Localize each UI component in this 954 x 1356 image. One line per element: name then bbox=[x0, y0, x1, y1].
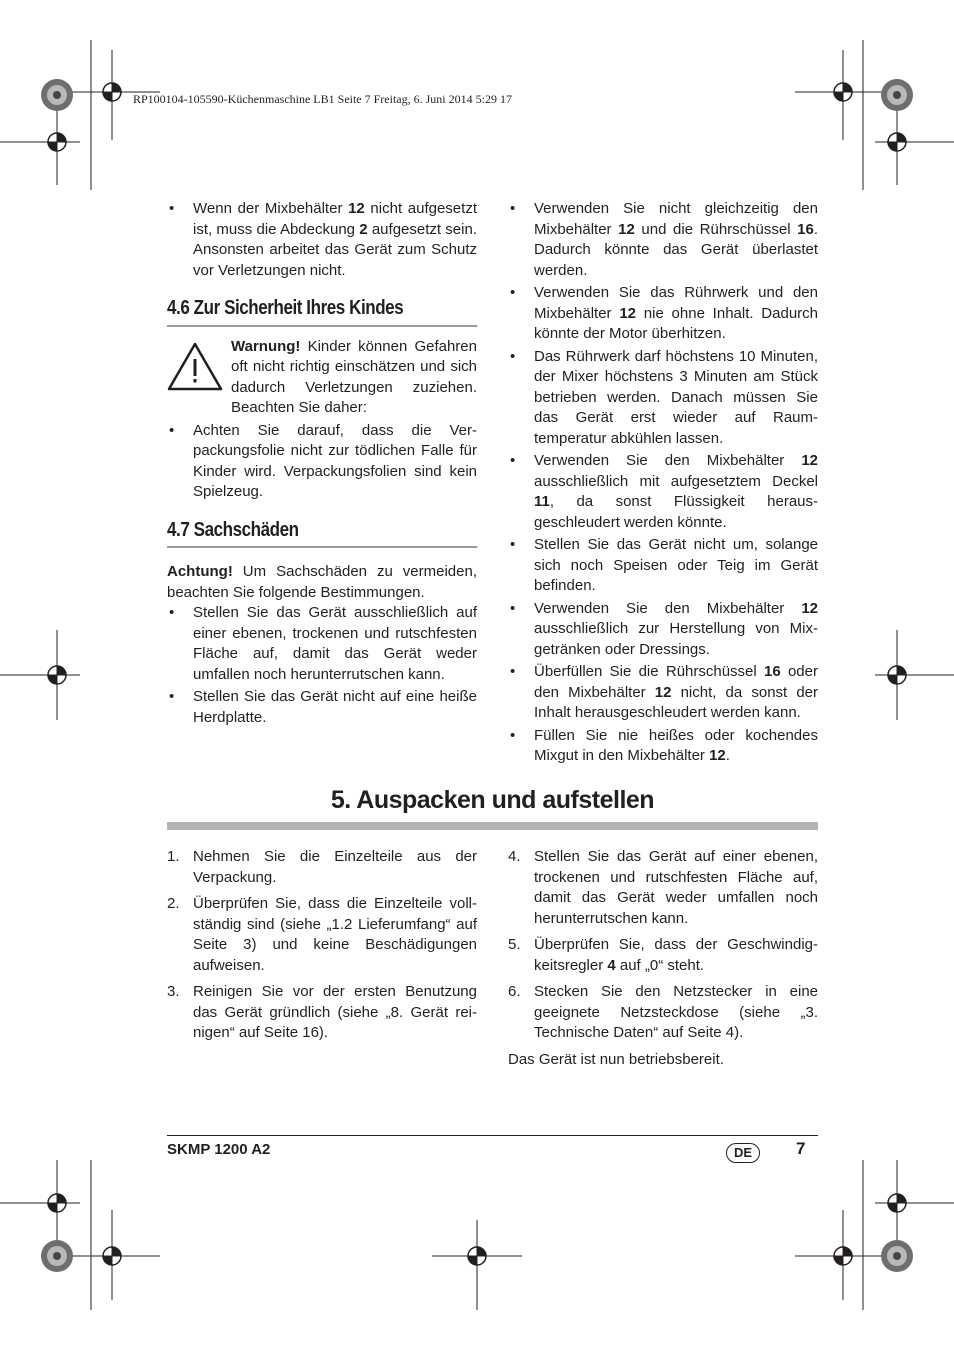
list-item: • Das Rührwerk darf höchstens 10 Minuten, der Mixer höchstens 3 Minuten am Stück betrieben werden. Danach müssen Sie das Gerät erst wieder auf Raumtemperatur abkühlen lassen. bbox=[510, 347, 818, 447]
warning-label: Warnung! bbox=[231, 337, 301, 355]
bullet: • bbox=[510, 284, 516, 301]
page-title: 5. Auspacken und aufstellen bbox=[330, 786, 655, 814]
list-item: • Stellen Sie das Gerät nicht um, solange sich noch Speisen oder Teig im Gerät befinden. bbox=[510, 536, 818, 594]
footer-model: SKMP 1200 A2 bbox=[167, 1141, 271, 1158]
right-column bbox=[508, 199, 818, 769]
footer-rule bbox=[167, 1135, 818, 1136]
attention-label: Achtung! bbox=[167, 563, 233, 580]
language-badge: DE bbox=[726, 1143, 760, 1163]
bullet: • bbox=[510, 347, 516, 365]
page-number: 7 bbox=[796, 1139, 806, 1158]
bullet: • bbox=[510, 663, 516, 680]
bullet: • bbox=[169, 200, 175, 217]
bullet: • bbox=[510, 200, 516, 217]
warning-box: Warnung! Kinder können Gefahren oft nicht richtig einschätzen und sich dadurch Verletzungen zuziehen. Beachten Sie daher: bbox=[167, 337, 477, 419]
section-heading-4-7: 4.7 Sachschäden bbox=[167, 520, 477, 549]
section-heading-4-6: 4.6 Zur Sicherheit Ihres Kindes bbox=[167, 298, 477, 327]
bullet: • bbox=[510, 452, 516, 469]
list-item: • Überfüllen Sie die Rührschüssel 16 oder den Mixbehälter 12 nicht, da sonst der Inhalt herausgeschleudert werden kann. bbox=[510, 663, 818, 721]
steps-right bbox=[508, 847, 818, 1070]
list-item: • Füllen Sie nie heißes oder kochendes Mixgut in den Mixbehälter 12. bbox=[510, 726, 818, 764]
bullet: • bbox=[510, 726, 516, 744]
ready-text: Das Gerät ist nun betriebsbereit. bbox=[508, 1050, 724, 1068]
left-column bbox=[167, 199, 477, 730]
list-item: • Verwenden Sie nicht gleichzeitig den Mixbehälter 12 und die Rührschüssel 16. Dadurch könnte das Gerät überlastet werden. bbox=[510, 200, 818, 279]
step-item: 5. Überprüfen Sie, dass der Geschwindigkeitsregler 4 auf „0“ steht. bbox=[508, 936, 818, 974]
attention-paragraph: Achtung! Um Sachschäden zu vermeiden, beachten Sie folgende Bestimmungen. bbox=[167, 563, 477, 601]
title-bar bbox=[167, 822, 818, 830]
list-item: • Verwenden Sie den Mixbehälter 12 ausschließlich mit aufgesetztem Deckel 11, da sonst Flüssigkeit herausgeschleudert werden könnte. bbox=[510, 452, 818, 531]
list-item: • Verwenden Sie den Mixbehälter 12 ausschließlich zur Herstellung von Mixgetränken oder Dressings. bbox=[510, 599, 818, 658]
steps-left bbox=[167, 847, 477, 1050]
warning-triangle-icon bbox=[167, 342, 223, 392]
list-item: • Verwenden Sie das Rührwerk und den Mixbehälter 12 nie ohne Inhalt. Dadurch könnte der Motor überhitzen. bbox=[510, 284, 819, 342]
print-header: RP100104-105590-Küchenmaschine LB1 Seite 7 Freitag, 6. Juni 2014 5:29 17 bbox=[133, 92, 512, 106]
list-item: • Stellen Sie das Gerät nicht auf eine heiße Herdplatte. bbox=[169, 688, 477, 726]
step-item: 2. Überprüfen Sie, dass die Einzelteile vollständig sind (siehe „1.2 Lieferumfang“ auf Seite 3) und keine Beschädigungen aufweisen. bbox=[167, 895, 477, 974]
bullet: • bbox=[510, 536, 516, 553]
bullet: • bbox=[169, 688, 175, 705]
list-item: • Stellen Sie das Gerät ausschließlich auf einer ebenen, trockenen und rutschfesten Fläche auf, damit das Gerät weder umfallen noch herunterrutschen kann. bbox=[169, 604, 477, 683]
bullet: • bbox=[169, 604, 175, 621]
step-item: 1. Nehmen Sie die Einzelteile aus der Verpackung. bbox=[167, 848, 477, 886]
step-item: 6. Stecken Sie den Netzstecker in eine geeignete Netzsteckdose (siehe „3. Technische Daten“ auf Seite 4). bbox=[508, 983, 818, 1041]
step-item: 3. Reinigen Sie vor der ersten Benutzung das Gerät gründlich (siehe „8. Gerät reinigen“ auf Seite 16). bbox=[167, 983, 477, 1041]
step-item: 4. Stellen Sie das Gerät auf einer ebenen, trockenen und rutschfesten Fläche auf, damit das Gerät weder umfallen noch herunterrutschen kann. bbox=[508, 848, 818, 927]
bullet: • bbox=[510, 599, 516, 617]
bullet: • bbox=[169, 421, 175, 439]
list-item: • Achten Sie darauf, dass die Verpackungsfolie nicht zur tödlichen Falle für Kinder wird. Verpackungsfolien sind kein Spielzeug. bbox=[169, 421, 477, 500]
list-item: • Wenn der Mixbehälter 12 nicht aufgesetzt ist, muss die Abdeckung 2 aufgesetzt sein. Ansonsten arbeitet das Gerät zum Schutz vor Verletzungen nicht. bbox=[169, 200, 477, 279]
